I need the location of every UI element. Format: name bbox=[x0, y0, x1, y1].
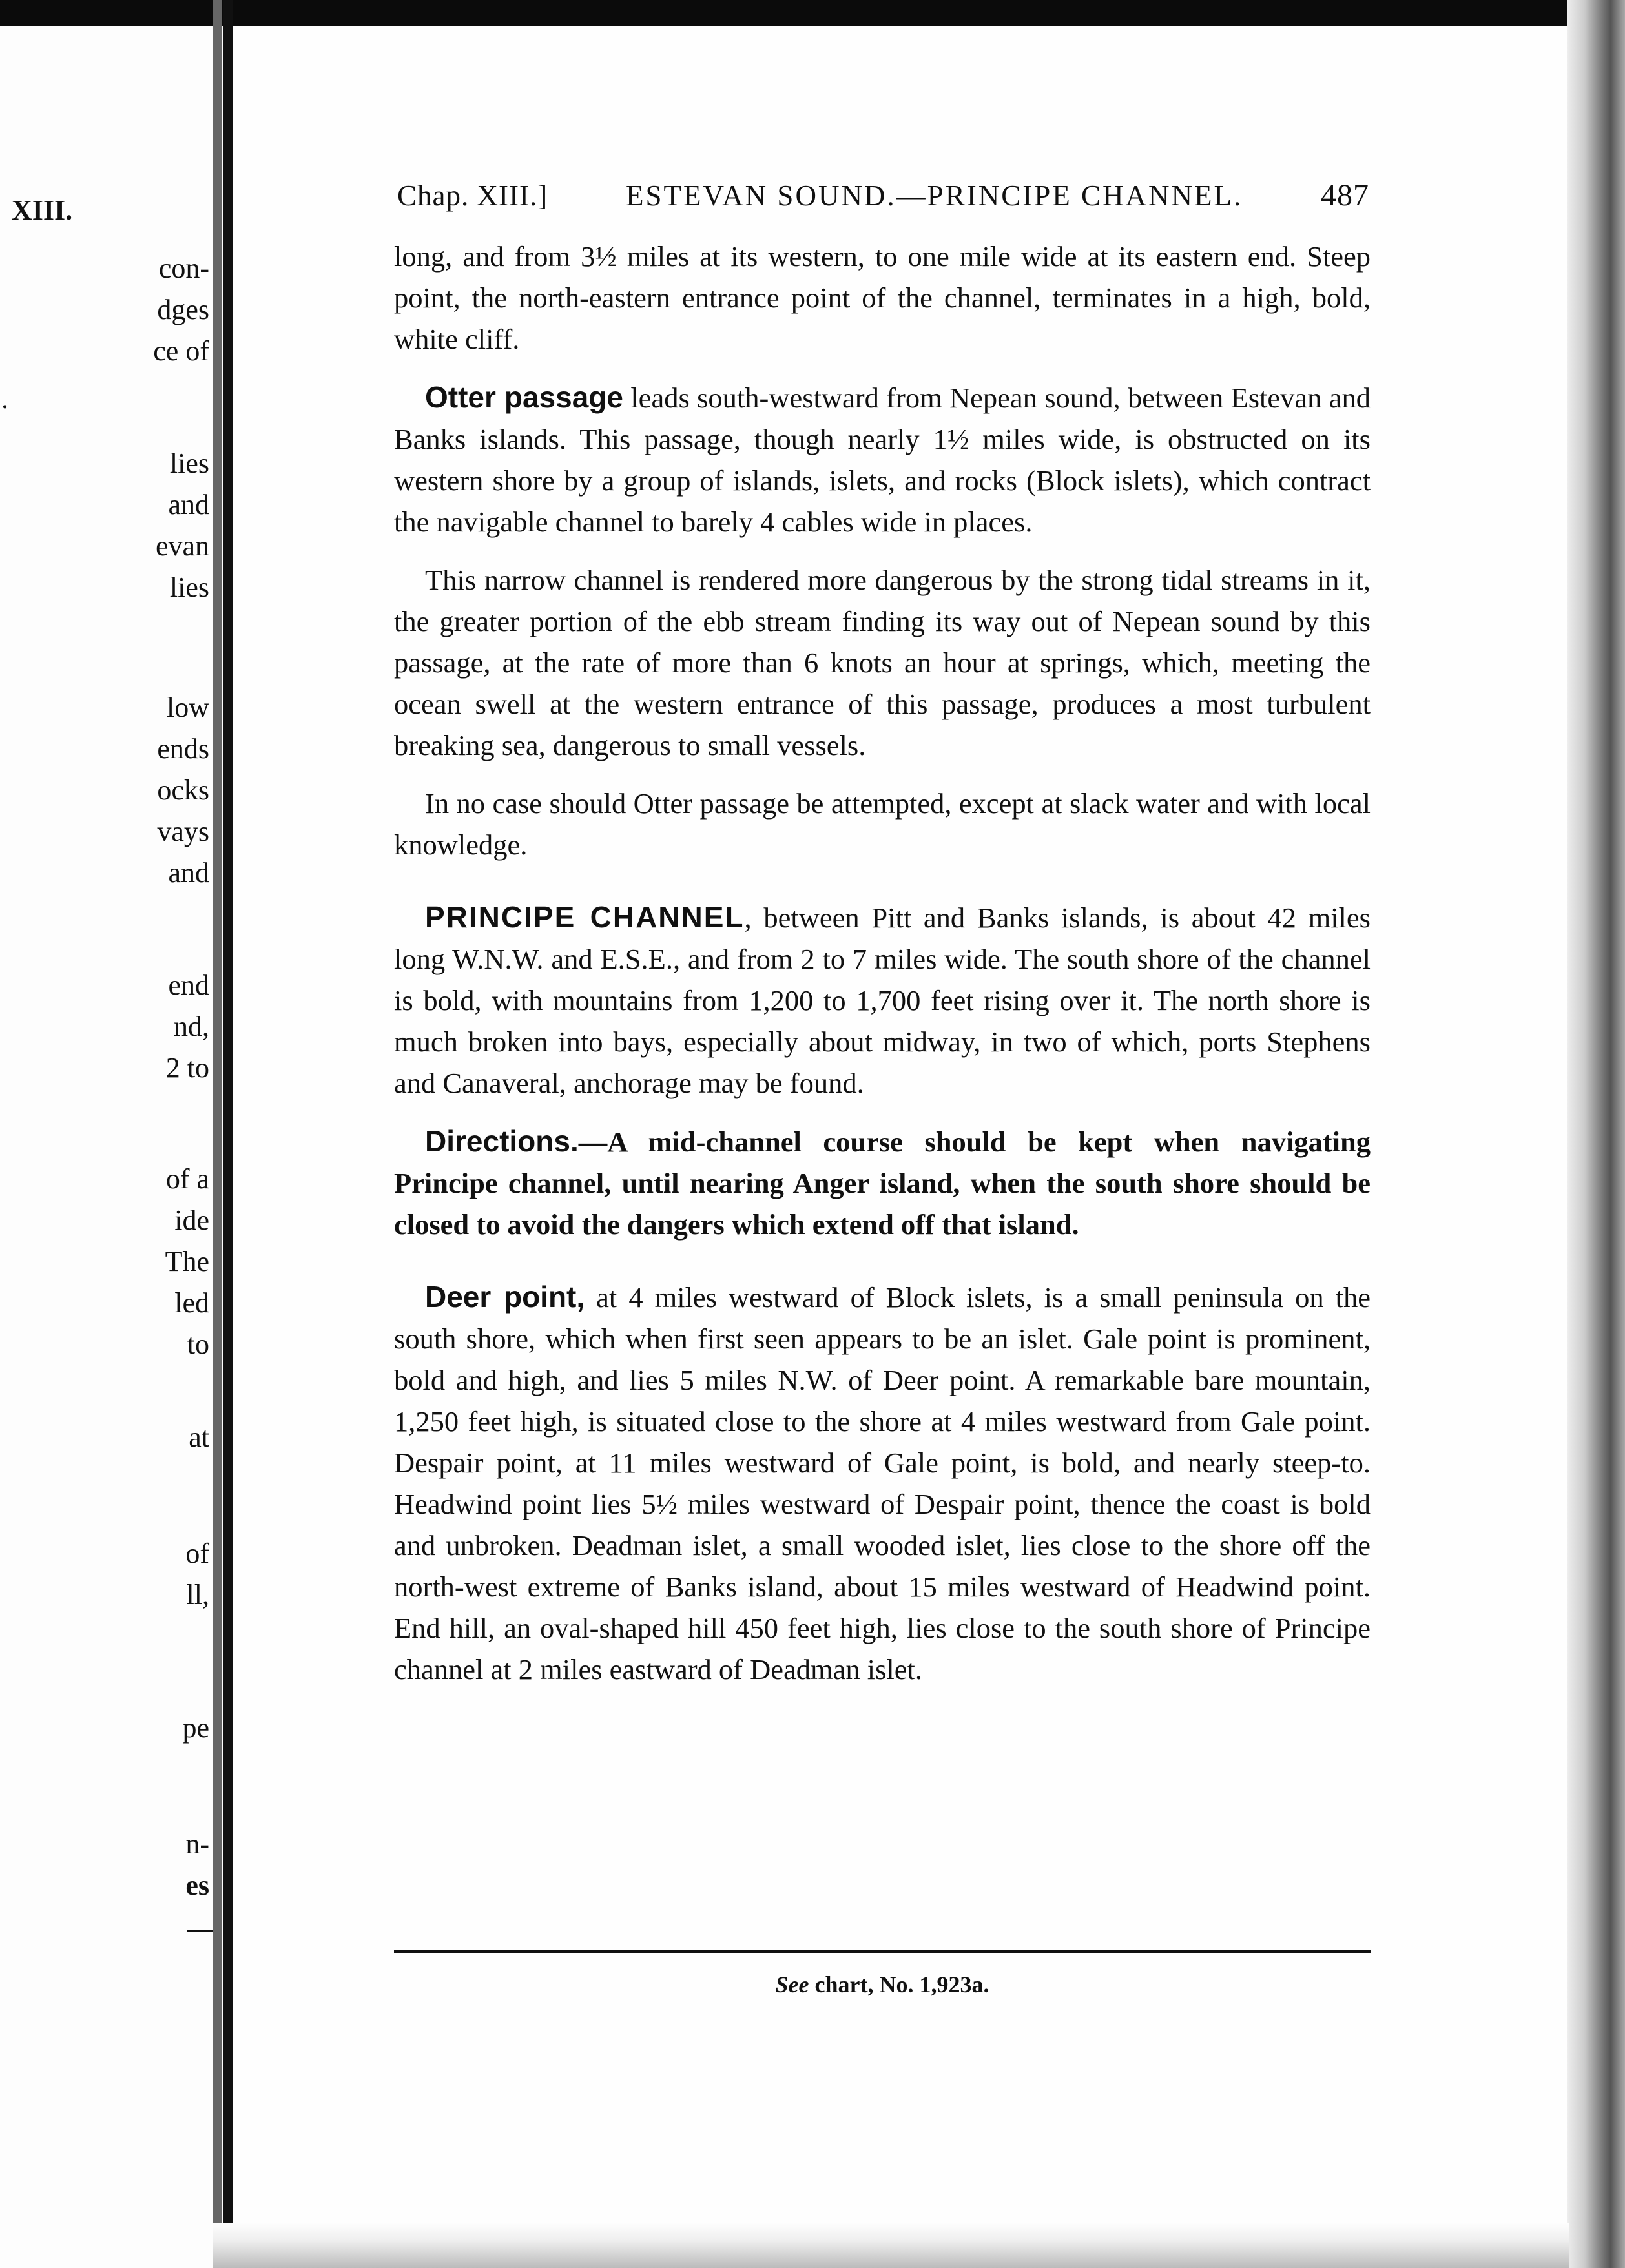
left-line: of bbox=[185, 1538, 209, 1569]
see-label: See bbox=[775, 1972, 809, 1997]
left-line: . bbox=[1, 383, 8, 415]
left-page-fragment bbox=[0, 26, 213, 2268]
right-page bbox=[258, 26, 1563, 2209]
left-line: lies bbox=[169, 448, 209, 479]
left-line: ide bbox=[174, 1204, 209, 1236]
left-line: pe bbox=[182, 1712, 209, 1744]
left-line: ocks bbox=[157, 774, 209, 806]
page-edge-right bbox=[1567, 0, 1625, 2268]
chapter-label: Chap. XIII.] bbox=[397, 180, 548, 212]
left-line: of a bbox=[165, 1163, 209, 1195]
left-line: end bbox=[168, 969, 209, 1001]
left-line: to bbox=[187, 1328, 209, 1360]
left-line: nd, bbox=[174, 1011, 209, 1042]
chart-number: chart, No. 1,923a. bbox=[809, 1972, 989, 1997]
left-line: at bbox=[189, 1421, 209, 1453]
left-line: evan bbox=[155, 530, 209, 562]
section-heading-deer-point: Deer point, bbox=[425, 1280, 585, 1314]
paragraph-otter-passage bbox=[394, 376, 1371, 542]
running-title: ESTEVAN SOUND.—PRINCIPE CHANNEL. bbox=[625, 180, 1243, 212]
left-line: and bbox=[168, 489, 209, 521]
body-text bbox=[394, 236, 1371, 1690]
paragraph-continuation: long, and from 3½ miles at its western, to one mile wide at its eastern end. Steep point, the north-eastern entrance point of the channel, terminates in a high, bold, white cliff. bbox=[394, 240, 1371, 355]
paragraph-body: , between Pitt and Banks islands, is about 42 miles long W.N.W. and E.S.E., and from 2 to 7 miles wide. The south shore of the channel is bold, with mountains from 1,200 to 1,700 feet rising over it. The north shore is much broken into bays, especially about midway, in two of which, ports Stephens and Canaveral, anchorage may be found. bbox=[394, 902, 1371, 1099]
left-line: low bbox=[167, 692, 209, 723]
paragraph-body: at 4 miles westward of Block islets, is a small peninsula on the south shore, which when first seen appears to be an islet. Gale point is prominent, bold and high, and lies 5 miles N.W. of Deer point. A remarkable bare mountain, 1,250 feet high, is situated close to the shore at 4 miles westward from Gale point. Despair point, at 11 miles westward of Gale point, is bold, and nearly steep-to. Headwind point lies 5½ miles westward of Despair point, thence the coast is bold and unbroken. Deadman islet, a small wooded islet, lies close to the shore off the north-west extreme of Banks island, about 15 miles westward of Headwind point. End hill, an oval-shaped hill 450 feet high, lies close to the south shore of Principe channel at 2 miles eastward of Deadman islet. bbox=[394, 1281, 1371, 1686]
paragraph-caution: In no case should Otter passage be attempted, except at slack water and with local knowledge. bbox=[394, 787, 1371, 861]
chart-reference bbox=[394, 1971, 1371, 1998]
spine-shadow bbox=[213, 0, 222, 2268]
paragraph-tidal-streams: This narrow channel is rendered more dangerous by the strong tidal streams in it, the greater portion of the ebb stream finding its way out of Nepean sound by this passage, at the rate of more than 6 knots an hour at springs, which, meeting the ocean swell at the western entrance of this passage, produces a most turbulent breaking sea, dangerous to small vessels. bbox=[394, 564, 1371, 761]
left-line: es bbox=[185, 1870, 209, 1901]
left-page-rule bbox=[187, 1930, 213, 1932]
left-line: n- bbox=[185, 1828, 209, 1860]
footer-rule bbox=[394, 1950, 1371, 1953]
left-page-header: XIII. bbox=[12, 194, 73, 226]
paragraph-directions bbox=[394, 1120, 1371, 1245]
section-heading-directions: Directions. bbox=[425, 1124, 579, 1158]
paragraph-principe-channel bbox=[394, 896, 1371, 1104]
left-line: lies bbox=[169, 572, 209, 603]
book-spine bbox=[223, 0, 233, 2268]
section-heading-principe-channel: PRINCIPE CHANNEL bbox=[425, 900, 745, 934]
page-number: 487 bbox=[1321, 178, 1369, 212]
paragraph-body: —A mid-channel course should be kept when navigating Principe channel, until nearing Anger island, when the south shore should be closed to avoid the dangers which extend off that island. bbox=[394, 1126, 1371, 1241]
left-line: and bbox=[168, 857, 209, 889]
page-edge-bottom bbox=[213, 2223, 1569, 2268]
left-line: 2 to bbox=[165, 1052, 209, 1084]
left-line: The bbox=[165, 1246, 209, 1277]
left-line: vays bbox=[157, 816, 209, 847]
left-line: con- bbox=[158, 253, 209, 284]
left-line: ce of bbox=[153, 335, 209, 367]
section-heading-otter-passage: Otter passage bbox=[425, 380, 623, 414]
paragraph-deer-point bbox=[394, 1276, 1371, 1690]
scan-top-border bbox=[0, 0, 1625, 26]
left-line: ll, bbox=[186, 1579, 209, 1611]
left-line: led bbox=[174, 1287, 209, 1319]
left-line: dges bbox=[157, 294, 209, 325]
left-line: ends bbox=[157, 733, 209, 765]
running-header bbox=[397, 178, 1369, 216]
paragraph-body: leads south-westward from Nepean sound, between Estevan and Banks islands. This passage, though nearly 1½ miles wide, is obstructed on its western shore by a group of islands, islets, and rocks (Block islets), which contract the navigable channel to barely 4 cables wide in places. bbox=[394, 382, 1371, 538]
